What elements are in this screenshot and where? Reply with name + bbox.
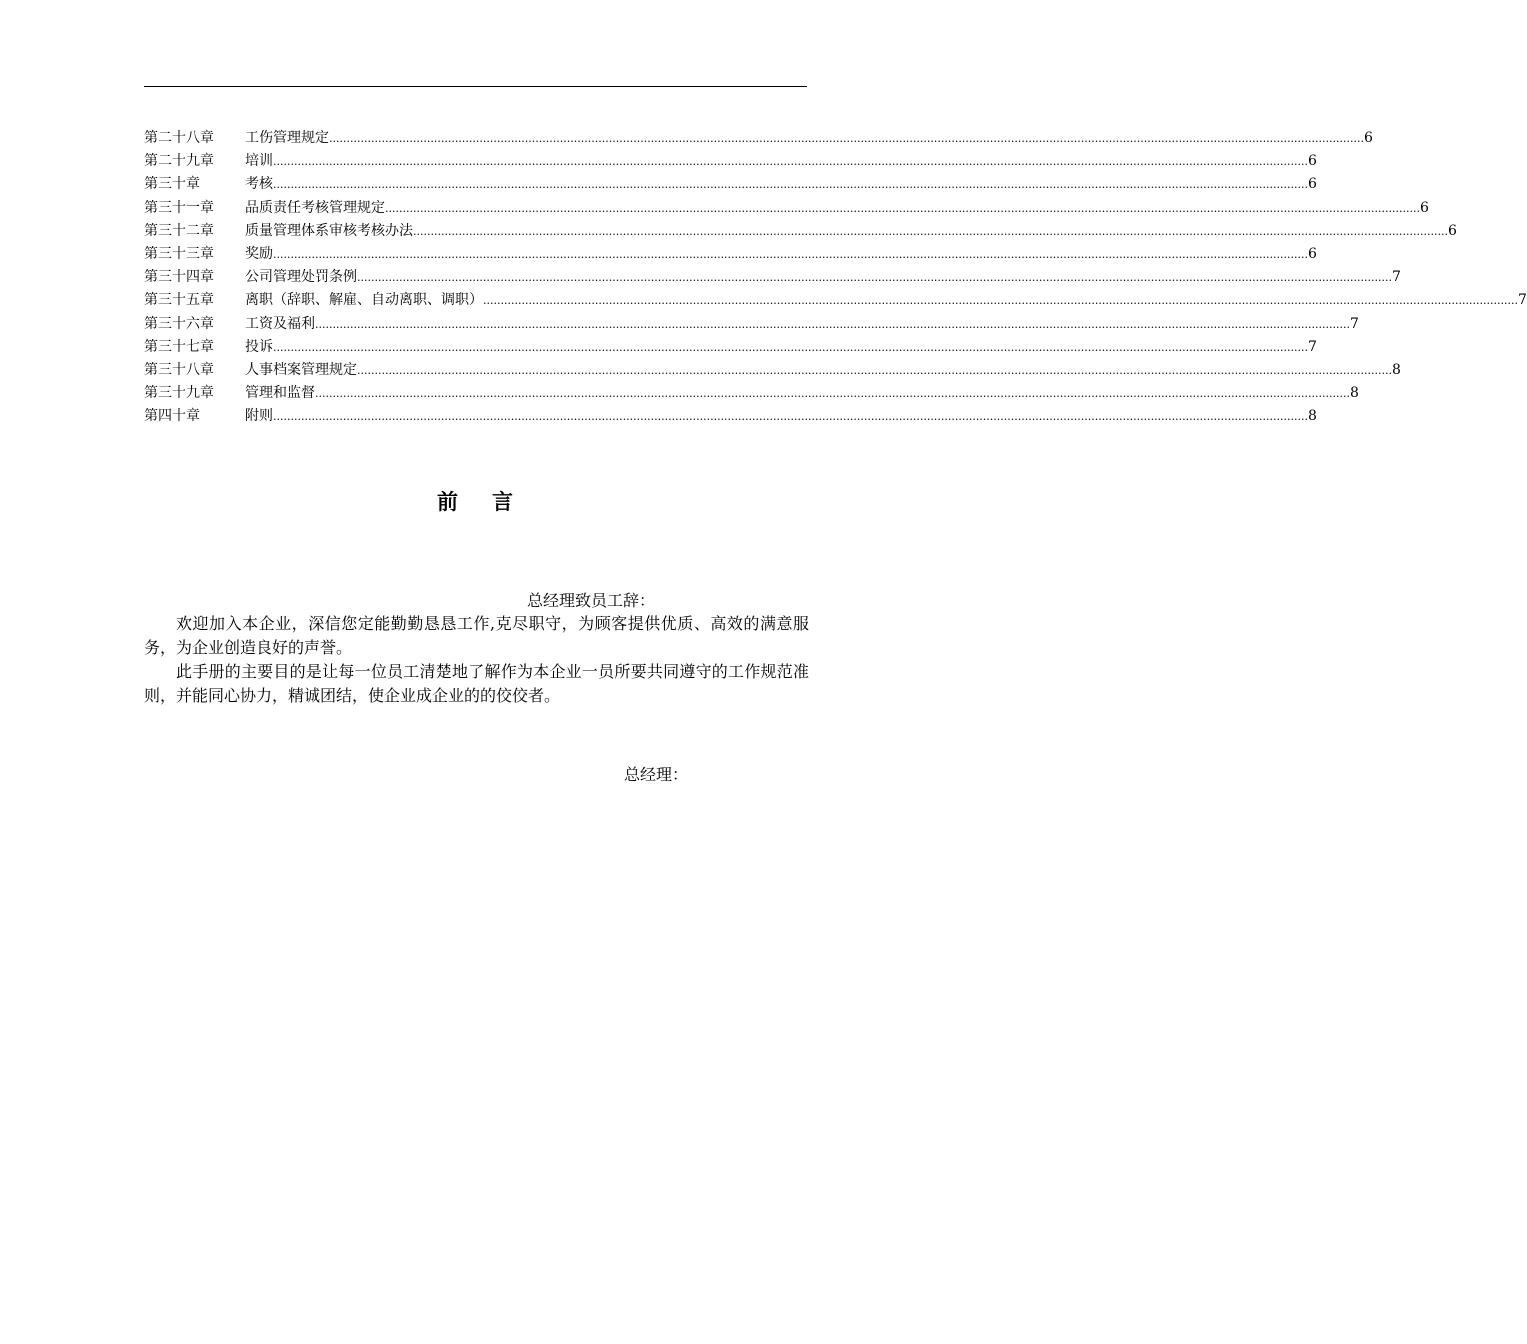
toc-leader-dots [273,150,1308,173]
toc-chapter-title: 公司管理处罚条例 [245,269,357,286]
toc-leader-dots [273,336,1308,359]
toc-row[interactable] [144,313,1359,336]
toc-chapter-number: 第三十四章 [144,269,214,286]
toc-page-number: 7 [1350,315,1359,332]
preface-title [0,486,950,516]
toc-page-number: 6 [1308,176,1317,193]
preface-title-char: 言 [492,489,513,514]
toc-row[interactable] [144,197,1429,220]
toc-page-number: 6 [1308,153,1317,170]
preface-signature: 总经理： [624,765,689,784]
toc-leader-dots [273,243,1308,266]
toc-chapter-number: 第三十五章 [144,292,214,309]
toc-chapter-title: 质量管理体系审核考核办法 [245,222,413,239]
toc-chapter-title: 奖励 [245,245,273,262]
toc-leader-dots [329,127,1364,150]
toc-row[interactable] [144,405,1317,428]
toc-leader-dots [483,289,1518,312]
toc-row[interactable] [144,243,1317,266]
toc-chapter-title: 培训 [245,153,273,170]
toc-chapter-number: 第四十章 [144,408,200,425]
toc-row[interactable] [144,173,1317,196]
toc-leader-dots [315,313,1350,336]
preface-salutation: 总经理致员工辞： [527,591,656,610]
toc-row[interactable] [144,266,1401,289]
toc-chapter-number: 第二十八章 [144,130,214,146]
table-of-contents [144,127,1527,428]
toc-row[interactable] [144,289,1527,312]
toc-page-number: 7 [1518,292,1527,309]
toc-row[interactable] [144,150,1317,173]
toc-chapter-number: 第三十六章 [144,315,214,332]
toc-leader-dots [273,173,1308,196]
toc-row[interactable] [144,382,1359,405]
toc-row[interactable] [144,359,1401,382]
toc-page-number: 6 [1308,245,1317,262]
toc-chapter-title: 离职（辞职、解雇、自动离职、调职） [245,292,483,309]
toc-page-number: 7 [1392,269,1401,286]
preface-paragraph: 欢迎加入本企业，深信您定能勤勤恳恳工作,克尽职守，为顾客提供优质、高效的满意服务，为企业创造良好的声誉。 [144,614,809,657]
toc-chapter-title: 人事档案管理规定 [245,361,357,378]
toc-chapter-number: 第三十三章 [144,245,214,262]
preface-title-char: 前 [437,489,458,514]
toc-row[interactable] [144,220,1457,243]
toc-row[interactable] [144,127,1373,150]
toc-chapter-number: 第三十一章 [144,199,214,216]
toc-leader-dots [315,382,1350,405]
toc-chapter-number: 第三十九章 [144,385,214,402]
toc-chapter-number: 第三十七章 [144,338,214,355]
toc-chapter-title: 投诉 [245,338,273,355]
toc-chapter-title: 工伤管理规定 [245,130,329,146]
toc-chapter-title: 品质责任考核管理规定 [245,199,385,216]
toc-page-number: 8 [1308,408,1317,425]
preface-body [144,612,809,708]
toc-chapter-title: 管理和监督 [245,385,315,402]
header-rule [144,86,807,87]
toc-page-number: 6 [1420,199,1429,216]
toc-chapter-title: 考核 [245,176,273,193]
toc-page-number: 8 [1350,385,1359,402]
toc-row[interactable] [144,336,1317,359]
toc-leader-dots [357,266,1392,289]
toc-leader-dots [413,220,1448,243]
preface-paragraph: 此手册的主要目的是让每一位员工清楚地了解作为本企业一员所要共同遵守的工作规范准则，并能同心协力，精诚团结，使企业成企业的的佼佼者。 [144,662,809,705]
toc-page-number: 7 [1308,338,1317,355]
toc-chapter-number: 第三十章 [144,176,200,193]
toc-chapter-title: 附则 [245,408,273,425]
toc-chapter-title: 工资及福利 [245,315,315,332]
toc-page-number: 6 [1448,222,1457,239]
toc-chapter-number: 第三十八章 [144,361,214,378]
toc-leader-dots [385,197,1420,220]
toc-page-number: 6 [1364,130,1373,146]
toc-page-number: 8 [1392,361,1401,378]
toc-leader-dots [357,359,1392,382]
toc-chapter-number: 第二十九章 [144,153,214,170]
toc-chapter-number: 第三十二章 [144,222,214,239]
toc-leader-dots [273,405,1308,428]
